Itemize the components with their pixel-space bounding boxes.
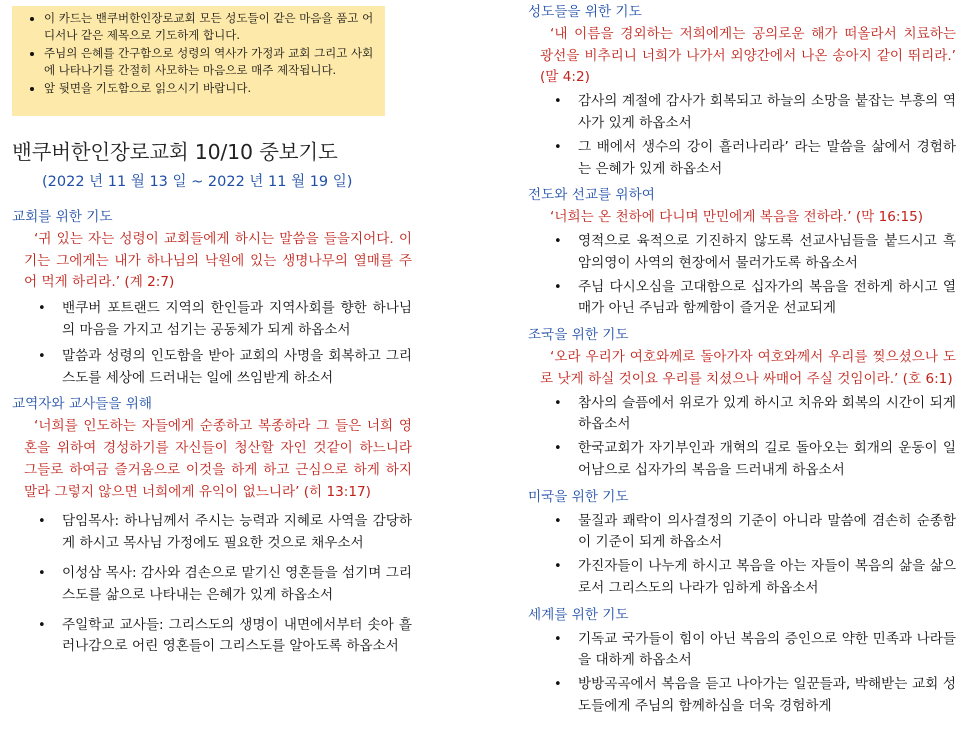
prayer-list — [528, 231, 956, 320]
scripture-verse: ‘너희를 인도하는 자들에게 순종하고 복종하라 그 들은 너희 영혼을 위하여 경성하기를 자신들이 청산할 자인 것같이 하느니라 그들로 하여금 즐거움으로 이것을 하게 하고 근심으로 하게 하지 말라 그렇지 않으면 너희에게 유익이 없느니라’ (히 13:17) — [24, 418, 412, 500]
prayer-item: • 방방곡곡에서 복음을 듣고 나아가는 일꾼들과, 박해받는 교회 성도들에게 주님의 함께하심을 더욱 경험하게 — [528, 674, 956, 718]
notice-item: • 이 카드는 밴쿠버한인장로교회 모든 성도들이 같은 마음을 품고 어디서나 같은 제목으로 기도하게 합니다. — [44, 10, 377, 45]
scripture-verse: ‘너희는 온 천하에 다니며 만민에게 복음을 전하라.’ (막 16:15) — [550, 209, 924, 226]
section-saints — [528, 2, 956, 180]
notice-list — [26, 10, 377, 97]
left-column — [12, 207, 412, 658]
prayer-item: • 주님 다시오심을 고대함으로 십자가의 복음을 전하게 하시고 열매가 아닌 주님과 함께함이 즐거운 선교되게 — [528, 277, 956, 321]
section-title: 미국을 위한 기도 — [528, 488, 629, 505]
prayer-item: • 기독교 국가들이 힘이 아닌 복음의 증인으로 약한 민족과 나라들을 대하게 하옵소서 — [528, 629, 956, 673]
prayer-item: • 가진자들이 나누게 하시고 복음을 아는 자들이 복음의 삶을 삶으로서 그리스도의 나라가 임하게 하옵소서 — [528, 556, 956, 600]
prayer-list — [528, 511, 956, 600]
section-title: 교회를 위한 기도 — [12, 209, 113, 225]
section-homeland — [528, 325, 956, 482]
section-world — [528, 605, 956, 718]
notice-item: • 주님의 은혜를 간구함으로 성령의 역사가 가정과 교회 그리고 사회에 나타나기를 간절히 사모하는 마음으로 매주 제작됩니다. — [44, 45, 377, 80]
prayer-item: • 말씀과 성령의 인도함을 받아 교회의 사명을 회복하고 그리스도를 세상에 드러내는 일에 쓰임받게 하소서 — [12, 346, 412, 390]
section-title: 세계를 위한 기도 — [528, 606, 629, 623]
prayer-item: • 주일학교 교사들: 그리스도의 생명이 내면에서부터 솟아 흘러나감으로 어린 영혼들이 그리스도를 알아도록 하옵소서 — [12, 615, 412, 659]
prayer-list — [12, 511, 412, 658]
prayer-item: • 물질과 쾌락이 의사결정의 기준이 아니라 말씀에 겸손히 순종함이 기준이 되게 하옵소서 — [528, 511, 956, 555]
section-america — [528, 487, 956, 600]
section-mission — [528, 185, 956, 320]
prayer-list — [528, 393, 956, 482]
prayer-item: • 그 배에서 생수의 강이 흘러나리라’ 라는 말씀을 삶에서 경험하는 은혜가 있게 하옵소서 — [528, 137, 956, 181]
section-ministers — [12, 394, 412, 658]
prayer-item: • 영적으로 육적으로 기진하지 않도록 선교사님들을 붙드시고 흑암의영이 사역의 현장에서 물러가도록 하옵소서 — [528, 231, 956, 275]
prayer-list — [528, 629, 956, 718]
scripture-verse: ‘오라 우리가 여호와께로 돌아가자 여호와께서 우리를 찢으셨으나 도로 낫게 하실 것이요 우리를 치셨으나 싸매어 주실 것임이라.’ (호 6:1) — [540, 348, 956, 387]
prayer-item: • 밴쿠버 포트랜드 지역의 한인들과 지역사회를 향한 하나님의 마음을 가지고 섬기는 공동체가 되게 하옵소서 — [12, 298, 412, 342]
section-church — [12, 207, 412, 389]
page-title: 밴쿠버한인장로교회 10/10 중보기도 — [12, 140, 338, 164]
section-title: 교역자와 교사들을 위해 — [12, 396, 152, 413]
prayer-list — [12, 298, 412, 389]
scripture-verse: ‘귀 있는 자는 성령이 교회들에게 하시는 말씀을 들을지어다. 이기는 그에게는 내가 하나님의 낙원에 있는 생명나무의 열매를 주어 먹게 하리라.’ (계 2:7) — [24, 230, 412, 291]
section-title: 성도들을 위한 기도 — [528, 4, 642, 20]
prayer-item: • 감사의 계절에 감사가 회복되고 하늘의 소망을 붙잡는 부흥의 역사가 있게 하옵소서 — [528, 91, 956, 135]
prayer-item: • 담임목사: 하나님께서 주시는 능력과 지혜로 사역을 감당하게 하시고 목사님 가정에도 필요한 것으로 채우소서 — [12, 511, 412, 555]
date-range: (2022 년 11 월 13 일 ~ 2022 년 11 월 19 일) — [42, 174, 353, 190]
prayer-item: • 이성삼 목사: 감사와 겸손으로 맡기신 영혼들을 섬기며 그리스도를 삶으로 나타내는 은혜가 있게 하옵소서 — [12, 563, 412, 607]
prayer-list — [528, 91, 956, 180]
section-title: 조국을 위한 기도 — [528, 327, 629, 344]
notice-box — [12, 6, 385, 116]
notice-item: • 앞 뒷면을 기도함으로 읽으시기 바랍니다. — [44, 80, 377, 97]
scripture-verse: ‘내 이름을 경외하는 저희에게는 공의로운 해가 떠올라서 치료하는 광선을 비추리니 너희가 나가서 외양간에서 나온 송아지 같이 뛰리라.’ (말 4:2) — [540, 25, 956, 86]
prayer-item: • 한국교회가 자기부인과 개혁의 길로 돌아오는 회개의 운동이 일어남으로 십자가의 복음을 드러내게 하옵소서 — [528, 438, 956, 482]
right-column — [528, 2, 956, 718]
prayer-item: • 참사의 슬픔에서 위로가 있게 하시고 치유와 회복의 시간이 되게 하옵소서 — [528, 393, 956, 437]
section-title: 전도와 선교를 위하여 — [528, 187, 655, 204]
